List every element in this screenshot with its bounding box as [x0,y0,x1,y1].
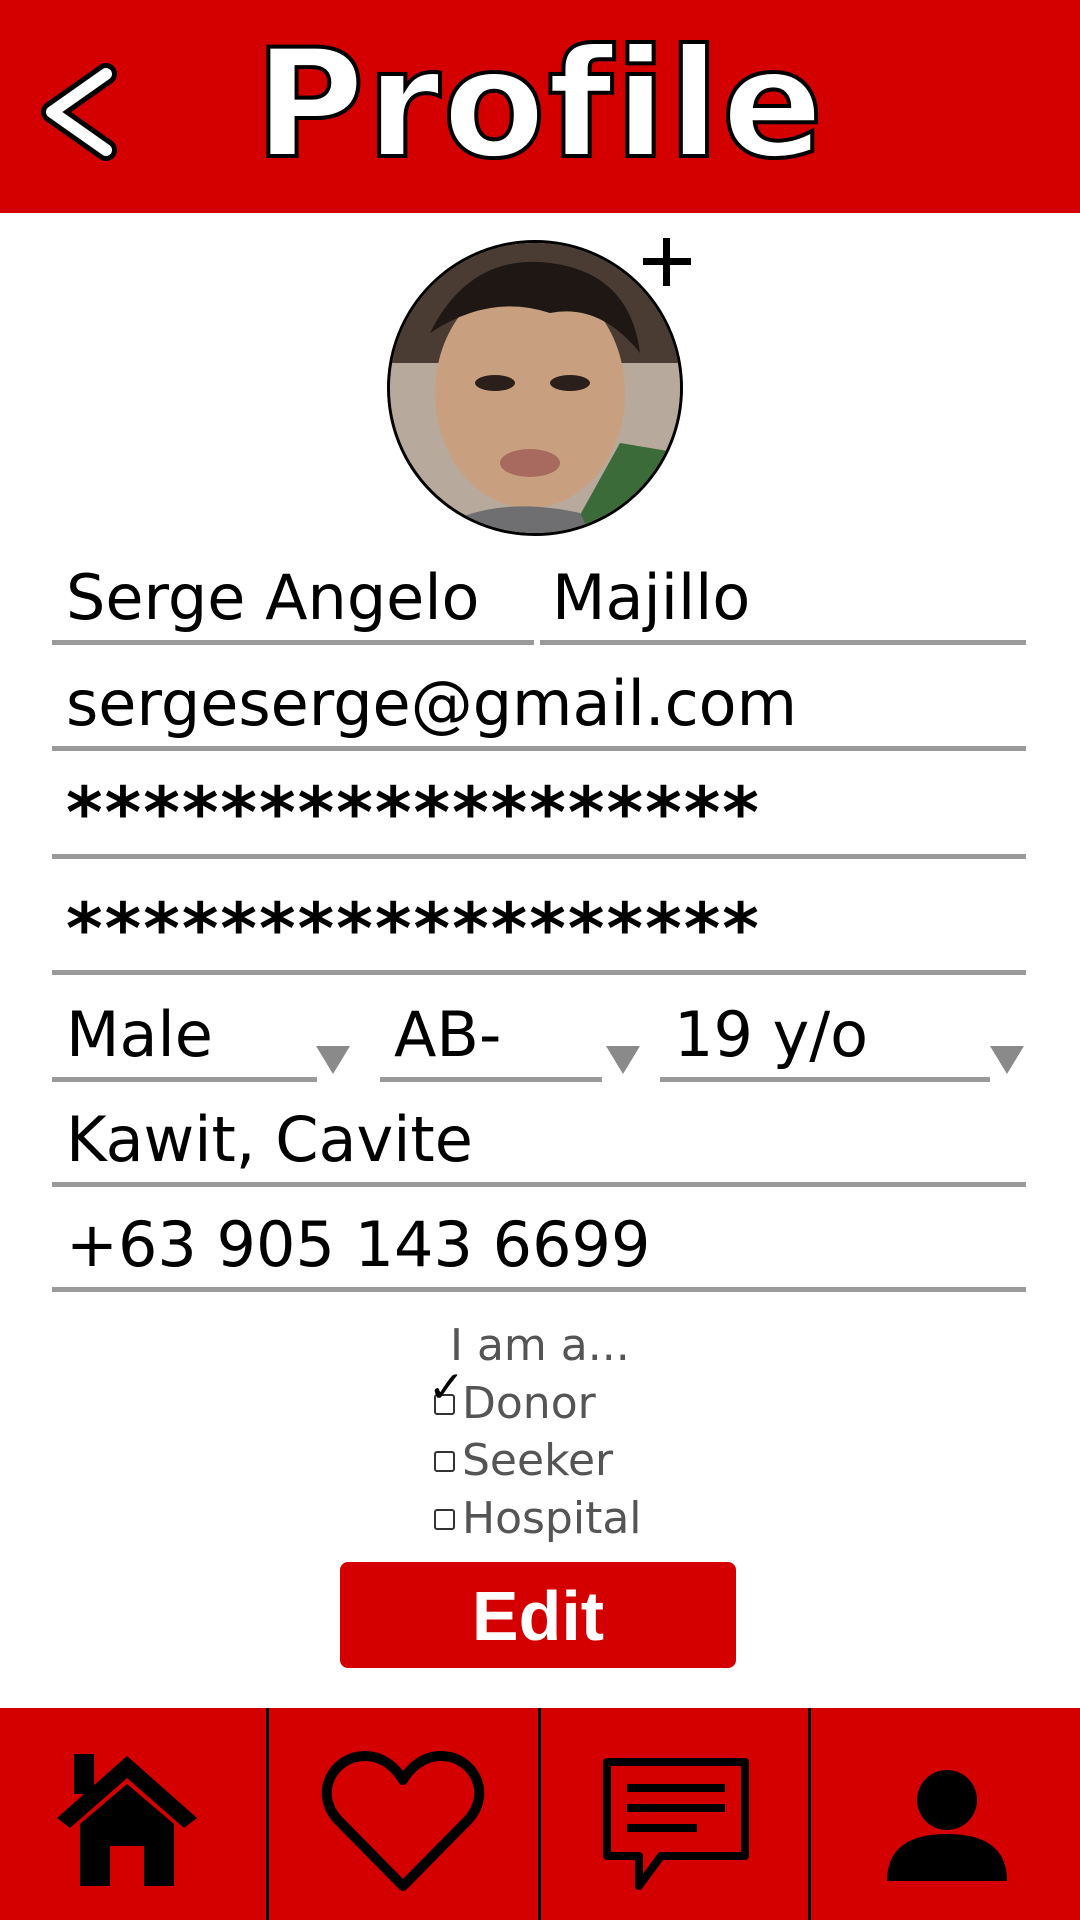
nav-profile[interactable] [812,1708,1080,1920]
gender-value: Male [66,998,213,1071]
role-option-label: Seeker [462,1435,614,1486]
page-title: Profile [254,18,826,192]
blood-type-dropdown-arrow-icon[interactable] [606,1046,640,1074]
nav-divider [266,1708,269,1920]
seeker-checkbox[interactable] [434,1451,455,1472]
blood-type-select[interactable] [380,990,602,1082]
email-field[interactable] [52,652,1026,751]
header-bar [0,0,1080,213]
role-heading: I am a... [450,1320,630,1371]
nav-messages[interactable] [541,1708,809,1920]
email-value: sergeserge@gmail.com [66,667,798,740]
heart-icon [318,1748,488,1898]
last-name-value: Majillo [552,561,751,634]
edit-button[interactable]: Edit [340,1562,736,1668]
password-value: ****************** [66,772,761,854]
age-value: 19 y/o [674,998,869,1071]
last-name-field[interactable] [540,548,1026,645]
avatar-container [387,240,683,536]
confirm-password-field[interactable] [52,872,1026,975]
password-field[interactable] [52,760,1026,859]
chat-icon [601,1756,751,1896]
plus-icon [637,232,697,292]
role-option-label: Donor [462,1378,596,1429]
confirm-password-value: ****************** [66,888,761,970]
bottom-nav [0,1708,1080,1920]
phone-value: +63 905 143 6699 [66,1208,651,1281]
add-photo-button[interactable] [637,232,697,292]
blood-type-value: AB- [394,998,502,1071]
gender-dropdown-arrow-icon[interactable] [316,1046,350,1074]
phone-field[interactable] [52,1196,1026,1292]
age-select[interactable] [660,990,990,1082]
checkmark-icon: ✓ [428,1362,465,1413]
address-field[interactable] [52,1090,1026,1187]
hospital-checkbox[interactable] [434,1509,455,1530]
gender-select[interactable] [52,990,317,1082]
nav-favorites[interactable] [270,1708,538,1920]
first-name-value: Serge Angelo [66,561,480,634]
age-dropdown-arrow-icon[interactable] [990,1046,1024,1074]
nav-divider [808,1708,811,1920]
address-value: Kawit, Cavite [66,1103,473,1176]
home-icon [52,1746,202,1896]
nav-home[interactable] [0,1708,268,1920]
user-icon [882,1766,1012,1886]
first-name-field[interactable] [52,548,534,645]
role-option-label: Hospital [462,1493,642,1544]
